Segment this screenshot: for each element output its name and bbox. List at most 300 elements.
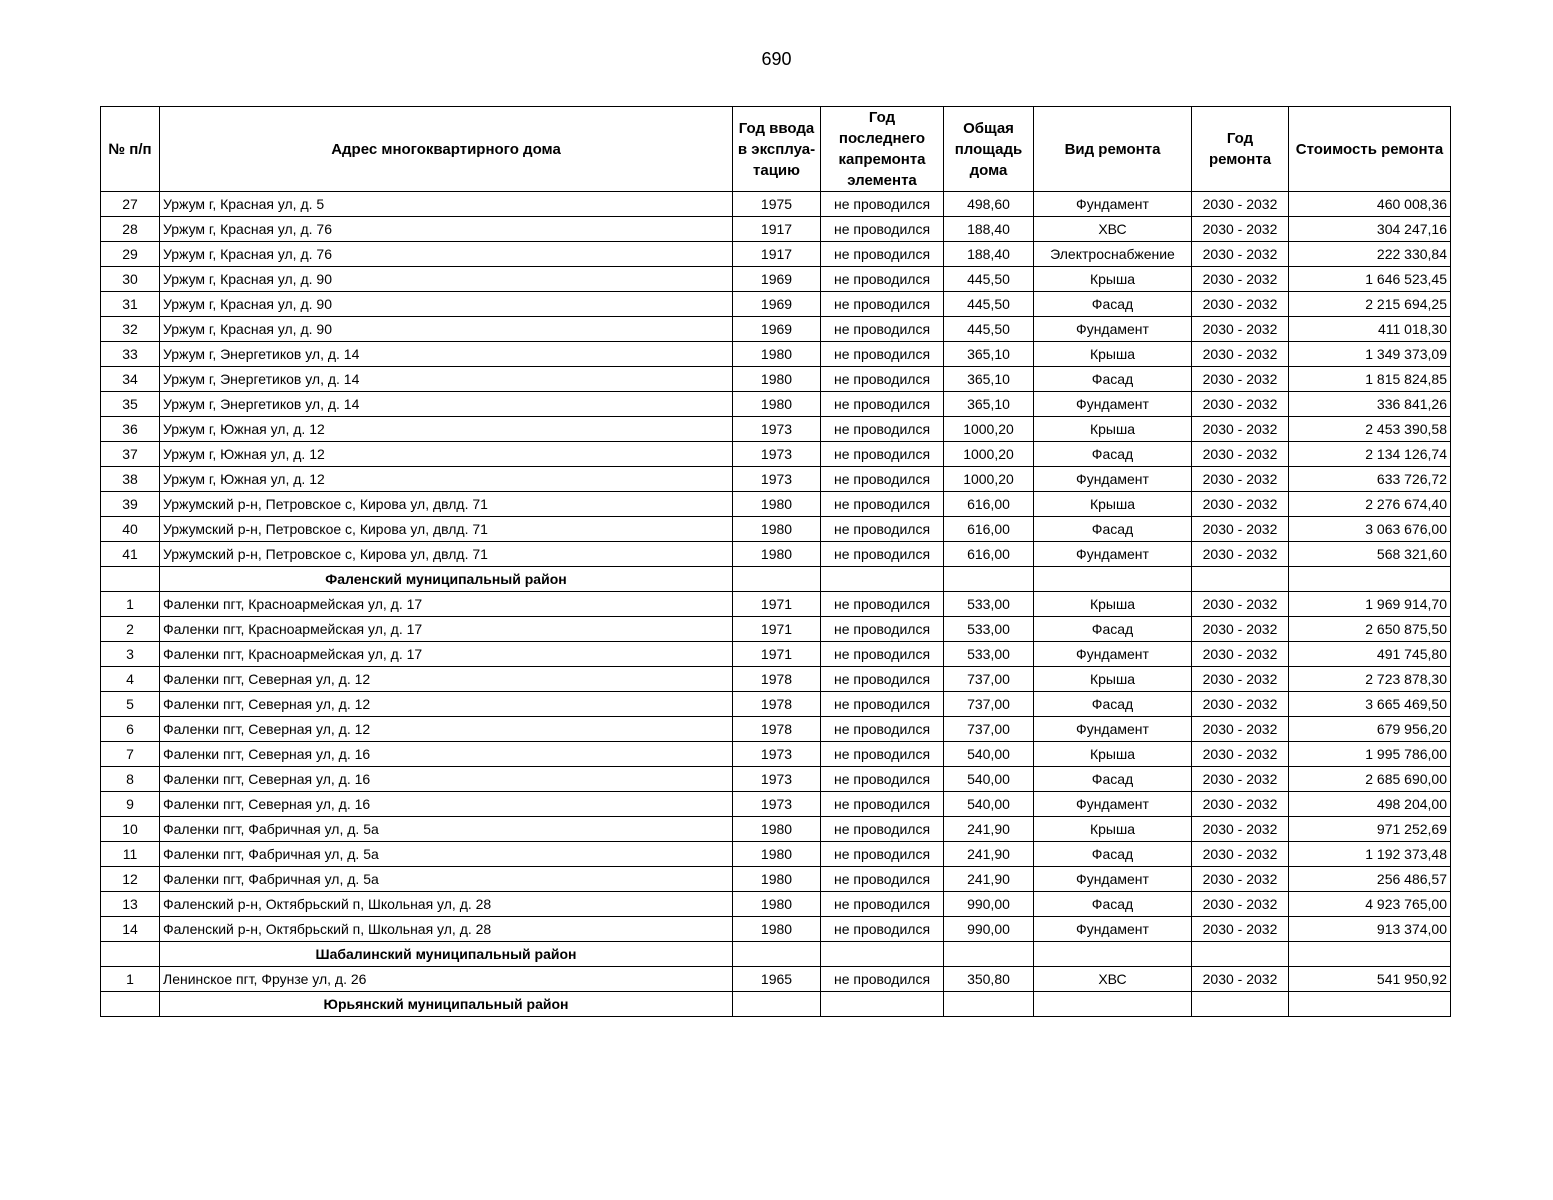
row-address: Уржум г, Энергетиков ул, д. 14 bbox=[160, 342, 733, 367]
row-cost: 1 995 786,00 bbox=[1289, 742, 1451, 767]
row-num: 4 bbox=[101, 667, 160, 692]
empty-cell bbox=[101, 942, 160, 967]
row-last-repair: не проводился bbox=[821, 892, 944, 917]
section-row bbox=[101, 992, 1451, 1017]
row-num: 11 bbox=[101, 842, 160, 867]
row-cost: 2 215 694,25 bbox=[1289, 292, 1451, 317]
row-year-built: 1978 bbox=[733, 667, 821, 692]
row-repair-year: 2030 - 2032 bbox=[1192, 192, 1289, 217]
row-cost: 336 841,26 bbox=[1289, 392, 1451, 417]
row-repair-type: Фасад bbox=[1034, 442, 1192, 467]
empty-cell bbox=[1289, 992, 1451, 1017]
row-num: 32 bbox=[101, 317, 160, 342]
empty-cell bbox=[1192, 567, 1289, 592]
row-repair-year: 2030 - 2032 bbox=[1192, 492, 1289, 517]
row-repair-year: 2030 - 2032 bbox=[1192, 867, 1289, 892]
row-repair-year: 2030 - 2032 bbox=[1192, 592, 1289, 617]
row-repair-type: Крыша bbox=[1034, 667, 1192, 692]
row-year-built: 1971 bbox=[733, 592, 821, 617]
row-repair-year: 2030 - 2032 bbox=[1192, 892, 1289, 917]
row-num: 6 bbox=[101, 717, 160, 742]
row-cost: 4 923 765,00 bbox=[1289, 892, 1451, 917]
row-address: Уржумский р-н, Петровское с, Кирова ул, двлд. 71 bbox=[160, 492, 733, 517]
row-repair-year: 2030 - 2032 bbox=[1192, 267, 1289, 292]
row-year-built: 1973 bbox=[733, 442, 821, 467]
row-year-built: 1980 bbox=[733, 367, 821, 392]
row-num: 1 bbox=[101, 967, 160, 992]
row-address: Фаленки пгт, Северная ул, д. 12 bbox=[160, 667, 733, 692]
table-row bbox=[101, 342, 1451, 367]
row-area: 445,50 bbox=[944, 292, 1034, 317]
table-row bbox=[101, 217, 1451, 242]
row-cost: 913 374,00 bbox=[1289, 917, 1451, 942]
empty-cell bbox=[1289, 942, 1451, 967]
row-year-built: 1978 bbox=[733, 717, 821, 742]
row-last-repair: не проводился bbox=[821, 792, 944, 817]
row-area: 737,00 bbox=[944, 717, 1034, 742]
row-repair-year: 2030 - 2032 bbox=[1192, 517, 1289, 542]
row-num: 41 bbox=[101, 542, 160, 567]
row-repair-year: 2030 - 2032 bbox=[1192, 717, 1289, 742]
row-area: 616,00 bbox=[944, 517, 1034, 542]
row-address: Уржумский р-н, Петровское с, Кирова ул, двлд. 71 bbox=[160, 542, 733, 567]
row-num: 8 bbox=[101, 767, 160, 792]
row-address: Уржумский р-н, Петровское с, Кирова ул, двлд. 71 bbox=[160, 517, 733, 542]
empty-cell bbox=[1034, 567, 1192, 592]
row-year-built: 1975 bbox=[733, 192, 821, 217]
row-cost: 1 969 914,70 bbox=[1289, 592, 1451, 617]
row-area: 241,90 bbox=[944, 842, 1034, 867]
empty-cell bbox=[1034, 992, 1192, 1017]
row-last-repair: не проводился bbox=[821, 317, 944, 342]
empty-cell bbox=[101, 992, 160, 1017]
row-area: 737,00 bbox=[944, 667, 1034, 692]
row-year-built: 1973 bbox=[733, 767, 821, 792]
row-cost: 2 453 390,58 bbox=[1289, 417, 1451, 442]
table-row bbox=[101, 892, 1451, 917]
row-address: Уржум г, Красная ул, д. 90 bbox=[160, 317, 733, 342]
row-address: Фаленки пгт, Фабричная ул, д. 5а bbox=[160, 817, 733, 842]
row-last-repair: не проводился bbox=[821, 667, 944, 692]
section-title: Фаленский муниципальный район bbox=[160, 567, 733, 592]
row-address: Фаленки пгт, Северная ул, д. 16 bbox=[160, 742, 733, 767]
row-num: 29 bbox=[101, 242, 160, 267]
row-area: 737,00 bbox=[944, 692, 1034, 717]
row-address: Фаленский р-н, Октябрьский п, Школьная ул, д. 28 bbox=[160, 917, 733, 942]
row-repair-year: 2030 - 2032 bbox=[1192, 917, 1289, 942]
row-last-repair: не проводился bbox=[821, 417, 944, 442]
row-area: 445,50 bbox=[944, 267, 1034, 292]
row-repair-year: 2030 - 2032 bbox=[1192, 542, 1289, 567]
row-last-repair: не проводился bbox=[821, 517, 944, 542]
row-num: 33 bbox=[101, 342, 160, 367]
row-repair-year: 2030 - 2032 bbox=[1192, 367, 1289, 392]
row-area: 350,80 bbox=[944, 967, 1034, 992]
row-last-repair: не проводился bbox=[821, 817, 944, 842]
row-year-built: 1969 bbox=[733, 292, 821, 317]
table-row bbox=[101, 717, 1451, 742]
row-repair-type: Фундамент bbox=[1034, 317, 1192, 342]
row-year-built: 1980 bbox=[733, 392, 821, 417]
row-repair-type: Фасад bbox=[1034, 692, 1192, 717]
row-last-repair: не проводился bbox=[821, 642, 944, 667]
row-year-built: 1969 bbox=[733, 317, 821, 342]
row-num: 30 bbox=[101, 267, 160, 292]
row-repair-year: 2030 - 2032 bbox=[1192, 692, 1289, 717]
row-cost: 460 008,36 bbox=[1289, 192, 1451, 217]
row-area: 241,90 bbox=[944, 867, 1034, 892]
row-last-repair: не проводился bbox=[821, 267, 944, 292]
table-row bbox=[101, 592, 1451, 617]
empty-cell bbox=[821, 567, 944, 592]
row-repair-type: Крыша bbox=[1034, 267, 1192, 292]
empty-cell bbox=[1192, 942, 1289, 967]
row-last-repair: не проводился bbox=[821, 742, 944, 767]
row-cost: 2 685 690,00 bbox=[1289, 767, 1451, 792]
row-cost: 256 486,57 bbox=[1289, 867, 1451, 892]
table-body bbox=[101, 192, 1451, 1017]
row-year-built: 1978 bbox=[733, 692, 821, 717]
row-year-built: 1973 bbox=[733, 417, 821, 442]
row-repair-type: Фундамент bbox=[1034, 917, 1192, 942]
row-year-built: 1969 bbox=[733, 267, 821, 292]
row-cost: 3 063 676,00 bbox=[1289, 517, 1451, 542]
row-address: Фаленский р-н, Октябрьский п, Школьная ул, д. 28 bbox=[160, 892, 733, 917]
row-repair-year: 2030 - 2032 bbox=[1192, 317, 1289, 342]
table-row bbox=[101, 192, 1451, 217]
empty-cell bbox=[101, 567, 160, 592]
row-year-built: 1973 bbox=[733, 742, 821, 767]
row-last-repair: не проводился bbox=[821, 292, 944, 317]
table-row bbox=[101, 467, 1451, 492]
row-year-built: 1980 bbox=[733, 342, 821, 367]
row-cost: 1 646 523,45 bbox=[1289, 267, 1451, 292]
table-row bbox=[101, 667, 1451, 692]
table-header-row bbox=[101, 107, 1451, 192]
row-year-built: 1980 bbox=[733, 867, 821, 892]
table-row bbox=[101, 742, 1451, 767]
row-num: 38 bbox=[101, 467, 160, 492]
row-cost: 1 192 373,48 bbox=[1289, 842, 1451, 867]
row-repair-type: ХВС bbox=[1034, 217, 1192, 242]
row-address: Уржум г, Красная ул, д. 76 bbox=[160, 242, 733, 267]
row-repair-type: Крыша bbox=[1034, 417, 1192, 442]
table-row bbox=[101, 242, 1451, 267]
row-area: 365,10 bbox=[944, 367, 1034, 392]
row-repair-year: 2030 - 2032 bbox=[1192, 417, 1289, 442]
row-cost: 1 349 373,09 bbox=[1289, 342, 1451, 367]
table-row bbox=[101, 642, 1451, 667]
row-area: 990,00 bbox=[944, 892, 1034, 917]
row-address: Ленинское пгт, Фрунзе ул, д. 26 bbox=[160, 967, 733, 992]
row-area: 498,60 bbox=[944, 192, 1034, 217]
row-address: Фаленки пгт, Фабричная ул, д. 5а bbox=[160, 842, 733, 867]
empty-cell bbox=[1289, 567, 1451, 592]
row-last-repair: не проводился bbox=[821, 617, 944, 642]
empty-cell bbox=[944, 942, 1034, 967]
table-row bbox=[101, 917, 1451, 942]
row-num: 9 bbox=[101, 792, 160, 817]
row-repair-year: 2030 - 2032 bbox=[1192, 817, 1289, 842]
table-row bbox=[101, 967, 1451, 992]
row-cost: 2 276 674,40 bbox=[1289, 492, 1451, 517]
row-address: Фаленки пгт, Фабричная ул, д. 5а bbox=[160, 867, 733, 892]
row-cost: 411 018,30 bbox=[1289, 317, 1451, 342]
header-area: Общая площадь дома bbox=[944, 107, 1034, 192]
header-address: Адрес многоквартирного дома bbox=[160, 107, 733, 192]
row-year-built: 1973 bbox=[733, 792, 821, 817]
row-year-built: 1980 bbox=[733, 542, 821, 567]
row-last-repair: не проводился bbox=[821, 867, 944, 892]
row-year-built: 1980 bbox=[733, 492, 821, 517]
row-repair-type: Крыша bbox=[1034, 592, 1192, 617]
table-row bbox=[101, 817, 1451, 842]
row-last-repair: не проводился bbox=[821, 717, 944, 742]
row-repair-year: 2030 - 2032 bbox=[1192, 467, 1289, 492]
section-row bbox=[101, 942, 1451, 967]
row-last-repair: не проводился bbox=[821, 192, 944, 217]
row-address: Уржум г, Южная ул, д. 12 bbox=[160, 442, 733, 467]
page-number: 690 bbox=[761, 49, 792, 69]
row-area: 540,00 bbox=[944, 742, 1034, 767]
row-last-repair: не проводился bbox=[821, 217, 944, 242]
row-area: 616,00 bbox=[944, 542, 1034, 567]
row-year-built: 1980 bbox=[733, 817, 821, 842]
row-repair-type: Фундамент bbox=[1034, 717, 1192, 742]
row-repair-year: 2030 - 2032 bbox=[1192, 967, 1289, 992]
row-num: 13 bbox=[101, 892, 160, 917]
row-cost: 3 665 469,50 bbox=[1289, 692, 1451, 717]
header-repair-year: Год ремонта bbox=[1192, 107, 1289, 192]
row-num: 1 bbox=[101, 592, 160, 617]
row-area: 1000,20 bbox=[944, 417, 1034, 442]
table-row bbox=[101, 842, 1451, 867]
row-repair-type: Фасад bbox=[1034, 517, 1192, 542]
table-row bbox=[101, 692, 1451, 717]
empty-cell bbox=[821, 942, 944, 967]
row-repair-type: Фундамент bbox=[1034, 192, 1192, 217]
row-num: 31 bbox=[101, 292, 160, 317]
row-area: 188,40 bbox=[944, 242, 1034, 267]
empty-cell bbox=[733, 992, 821, 1017]
row-year-built: 1917 bbox=[733, 242, 821, 267]
row-area: 1000,20 bbox=[944, 442, 1034, 467]
empty-cell bbox=[1192, 992, 1289, 1017]
row-repair-year: 2030 - 2032 bbox=[1192, 792, 1289, 817]
row-repair-year: 2030 - 2032 bbox=[1192, 742, 1289, 767]
row-address: Уржум г, Энергетиков ул, д. 14 bbox=[160, 392, 733, 417]
row-year-built: 1917 bbox=[733, 217, 821, 242]
row-repair-type: Крыша bbox=[1034, 492, 1192, 517]
row-last-repair: не проводился bbox=[821, 967, 944, 992]
row-last-repair: не проводился bbox=[821, 467, 944, 492]
row-repair-type: Фасад bbox=[1034, 292, 1192, 317]
row-address: Уржум г, Красная ул, д. 76 bbox=[160, 217, 733, 242]
row-last-repair: не проводился bbox=[821, 492, 944, 517]
row-cost: 679 956,20 bbox=[1289, 717, 1451, 742]
empty-cell bbox=[821, 992, 944, 1017]
row-area: 616,00 bbox=[944, 492, 1034, 517]
row-year-built: 1980 bbox=[733, 517, 821, 542]
header-cost: Стоимость ремонта bbox=[1289, 107, 1451, 192]
row-last-repair: не проводился bbox=[821, 392, 944, 417]
row-repair-type: Фундамент bbox=[1034, 467, 1192, 492]
row-last-repair: не проводился bbox=[821, 592, 944, 617]
row-cost: 491 745,80 bbox=[1289, 642, 1451, 667]
row-last-repair: не проводился bbox=[821, 367, 944, 392]
table-row bbox=[101, 417, 1451, 442]
table-row bbox=[101, 492, 1451, 517]
row-num: 10 bbox=[101, 817, 160, 842]
empty-cell bbox=[944, 992, 1034, 1017]
row-repair-type: Крыша bbox=[1034, 342, 1192, 367]
row-address: Фаленки пгт, Красноармейская ул, д. 17 bbox=[160, 642, 733, 667]
row-repair-year: 2030 - 2032 bbox=[1192, 667, 1289, 692]
row-last-repair: не проводился bbox=[821, 917, 944, 942]
row-year-built: 1973 bbox=[733, 467, 821, 492]
row-address: Уржум г, Южная ул, д. 12 bbox=[160, 417, 733, 442]
row-address: Фаленки пгт, Северная ул, д. 16 bbox=[160, 792, 733, 817]
row-repair-year: 2030 - 2032 bbox=[1192, 642, 1289, 667]
table-row bbox=[101, 617, 1451, 642]
row-year-built: 1980 bbox=[733, 892, 821, 917]
row-repair-type: Электроснабжение bbox=[1034, 242, 1192, 267]
row-year-built: 1980 bbox=[733, 842, 821, 867]
row-cost: 2 723 878,30 bbox=[1289, 667, 1451, 692]
row-repair-year: 2030 - 2032 bbox=[1192, 617, 1289, 642]
row-area: 540,00 bbox=[944, 792, 1034, 817]
row-cost: 222 330,84 bbox=[1289, 242, 1451, 267]
row-area: 540,00 bbox=[944, 767, 1034, 792]
row-last-repair: не проводился bbox=[821, 767, 944, 792]
row-num: 7 bbox=[101, 742, 160, 767]
row-area: 533,00 bbox=[944, 642, 1034, 667]
table-row bbox=[101, 317, 1451, 342]
row-num: 3 bbox=[101, 642, 160, 667]
section-title: Шабалинский муниципальный район bbox=[160, 942, 733, 967]
row-year-built: 1971 bbox=[733, 642, 821, 667]
row-num: 14 bbox=[101, 917, 160, 942]
row-address: Уржум г, Красная ул, д. 90 bbox=[160, 292, 733, 317]
row-cost: 2 650 875,50 bbox=[1289, 617, 1451, 642]
row-year-built: 1965 bbox=[733, 967, 821, 992]
section-title: Юрьянский муниципальный район bbox=[160, 992, 733, 1017]
row-repair-year: 2030 - 2032 bbox=[1192, 442, 1289, 467]
table-row bbox=[101, 517, 1451, 542]
row-num: 35 bbox=[101, 392, 160, 417]
row-cost: 1 815 824,85 bbox=[1289, 367, 1451, 392]
section-row bbox=[101, 567, 1451, 592]
row-repair-type: Фундамент bbox=[1034, 867, 1192, 892]
row-cost: 2 134 126,74 bbox=[1289, 442, 1451, 467]
table-row bbox=[101, 267, 1451, 292]
table-row bbox=[101, 867, 1451, 892]
row-num: 27 bbox=[101, 192, 160, 217]
row-year-built: 1980 bbox=[733, 917, 821, 942]
row-address: Фаленки пгт, Красноармейская ул, д. 17 bbox=[160, 617, 733, 642]
row-repair-year: 2030 - 2032 bbox=[1192, 242, 1289, 267]
row-repair-year: 2030 - 2032 bbox=[1192, 292, 1289, 317]
row-repair-type: Фасад bbox=[1034, 892, 1192, 917]
row-num: 37 bbox=[101, 442, 160, 467]
row-area: 445,50 bbox=[944, 317, 1034, 342]
row-last-repair: не проводился bbox=[821, 442, 944, 467]
row-num: 34 bbox=[101, 367, 160, 392]
header-last-repair: Год последнего капремонта элемента bbox=[821, 107, 944, 192]
row-cost: 304 247,16 bbox=[1289, 217, 1451, 242]
row-area: 990,00 bbox=[944, 917, 1034, 942]
table-row bbox=[101, 367, 1451, 392]
header-repair-type: Вид ремонта bbox=[1034, 107, 1192, 192]
row-repair-year: 2030 - 2032 bbox=[1192, 767, 1289, 792]
row-year-built: 1971 bbox=[733, 617, 821, 642]
row-area: 188,40 bbox=[944, 217, 1034, 242]
row-last-repair: не проводился bbox=[821, 692, 944, 717]
row-address: Уржум г, Красная ул, д. 90 bbox=[160, 267, 733, 292]
row-repair-type: Крыша bbox=[1034, 742, 1192, 767]
empty-cell bbox=[733, 567, 821, 592]
row-address: Уржум г, Южная ул, д. 12 bbox=[160, 467, 733, 492]
row-cost: 633 726,72 bbox=[1289, 467, 1451, 492]
row-repair-type: ХВС bbox=[1034, 967, 1192, 992]
row-num: 28 bbox=[101, 217, 160, 242]
row-area: 533,00 bbox=[944, 617, 1034, 642]
row-repair-year: 2030 - 2032 bbox=[1192, 392, 1289, 417]
row-num: 39 bbox=[101, 492, 160, 517]
row-cost: 568 321,60 bbox=[1289, 542, 1451, 567]
row-last-repair: не проводился bbox=[821, 242, 944, 267]
row-num: 12 bbox=[101, 867, 160, 892]
row-last-repair: не проводился bbox=[821, 342, 944, 367]
row-repair-type: Фундамент bbox=[1034, 392, 1192, 417]
row-last-repair: не проводился bbox=[821, 842, 944, 867]
row-area: 1000,20 bbox=[944, 467, 1034, 492]
empty-cell bbox=[1034, 942, 1192, 967]
row-address: Фаленки пгт, Северная ул, д. 12 bbox=[160, 717, 733, 742]
row-repair-type: Фасад bbox=[1034, 767, 1192, 792]
row-address: Фаленки пгт, Северная ул, д. 16 bbox=[160, 767, 733, 792]
row-repair-type: Фундамент bbox=[1034, 542, 1192, 567]
row-address: Уржум г, Красная ул, д. 5 bbox=[160, 192, 733, 217]
row-repair-year: 2030 - 2032 bbox=[1192, 217, 1289, 242]
row-cost: 541 950,92 bbox=[1289, 967, 1451, 992]
table-row bbox=[101, 392, 1451, 417]
row-cost: 971 252,69 bbox=[1289, 817, 1451, 842]
row-repair-type: Фундамент bbox=[1034, 792, 1192, 817]
row-address: Фаленки пгт, Красноармейская ул, д. 17 bbox=[160, 592, 733, 617]
table-row bbox=[101, 792, 1451, 817]
row-area: 365,10 bbox=[944, 392, 1034, 417]
row-num: 5 bbox=[101, 692, 160, 717]
header-num: № п/п bbox=[101, 107, 160, 192]
row-repair-year: 2030 - 2032 bbox=[1192, 342, 1289, 367]
row-repair-type: Фундамент bbox=[1034, 642, 1192, 667]
row-address: Уржум г, Энергетиков ул, д. 14 bbox=[160, 367, 733, 392]
repair-registry-table bbox=[100, 106, 1451, 1017]
table-row bbox=[101, 767, 1451, 792]
row-address: Фаленки пгт, Северная ул, д. 12 bbox=[160, 692, 733, 717]
row-cost: 498 204,00 bbox=[1289, 792, 1451, 817]
row-area: 533,00 bbox=[944, 592, 1034, 617]
row-repair-type: Фасад bbox=[1034, 617, 1192, 642]
row-repair-year: 2030 - 2032 bbox=[1192, 842, 1289, 867]
row-repair-type: Крыша bbox=[1034, 817, 1192, 842]
row-area: 365,10 bbox=[944, 342, 1034, 367]
row-num: 36 bbox=[101, 417, 160, 442]
row-repair-type: Фасад bbox=[1034, 842, 1192, 867]
empty-cell bbox=[944, 567, 1034, 592]
row-area: 241,90 bbox=[944, 817, 1034, 842]
